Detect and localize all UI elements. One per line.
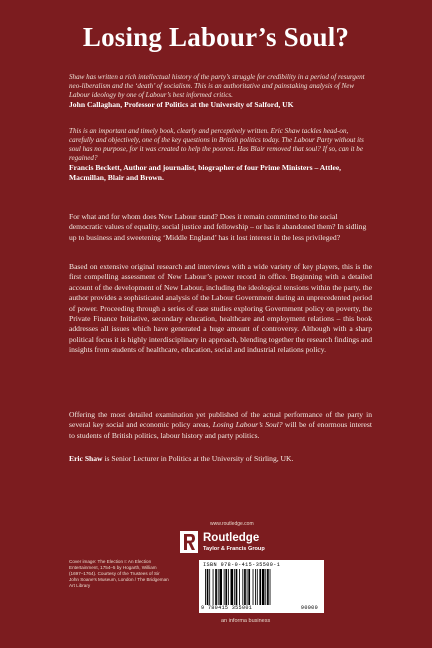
ean-digits: 9 780415 355001	[201, 605, 253, 611]
author-bio-text: is Senior Lecturer in Politics at the University of Stirling, UK.	[102, 454, 294, 463]
author-bio	[69, 454, 372, 464]
barcode-image	[203, 569, 320, 605]
review-blurb-2	[69, 127, 369, 182]
price-code: 90000	[300, 605, 318, 611]
informa-tagline: an informa business	[221, 618, 271, 624]
isbn-label: ISBN 978-0-415-35500-1	[203, 562, 281, 568]
barcode-number	[201, 605, 322, 611]
routledge-logo-icon	[180, 531, 198, 553]
description-paragraph-2: Based on extensive original research and interviews with a wide variety of key players, this is the first compelling assessment of New Labour’s power record in office. Beginning with a detailed account of the development of New Labour, including the ideological tensions within the party, the author provides a sophisticated analysis of the Labour Government during an unprecedented period of power. Proceeding through a series of case studies exploring Government policy on poverty, the Private Finance Initiative, secondary education, healthcare and employment relations – this book addresses all issues which have generated a huge amount of controversy. Although with a sharp political focus it is highly interdisciplinary in approach, blending together the research findings and insights from students of healthcare, education, social and industrial relations policy.	[69, 262, 372, 355]
description-paragraph-1: For what and for whom does New Labour stand? Does it remain committed to the social democratic values of equality, social justice and fellowship – or has it abandoned them? In sidling up to business and sweetening ‘Middle England’ has it lost interest in the less privileged?	[69, 212, 367, 242]
publisher-group: Taylor & Francis Group	[203, 546, 265, 552]
review-attribution: John Callaghan, Professor of Politics at the University of Salford, UK	[69, 100, 294, 109]
review-quote: This is an important and timely book, clearly and perceptively written. Eric Shaw tackles head-on, carefully and objectively, one of the key questions in British politics today. The Labour Party without its soul has no purpose, for it was created to help the poorest. Has Blair removed that soul? If so, can it be regained?	[69, 127, 364, 162]
paragraph-text: will be of enormous interest to students of British politics, labour history and party politics.	[69, 420, 372, 440]
book-title: Losing Labour’s Soul?	[82, 22, 350, 52]
barcode-panel	[199, 560, 324, 613]
book-title-inline: Losing Labour’s Soul?	[212, 420, 283, 430]
cover-image-credit: Cover image: The Election I: An Election Entertainment, 1754–5 by Hogarth, William (1697–1764). Courtesy of the Trustees of Sir John Soane’s Museum, London / The Bridgeman Art Library	[69, 559, 169, 589]
review-attribution: Francis Beckett, Author and journalist, biographer of four Prime Ministers – Attlee, Macmillan, Blair and Brown.	[69, 163, 342, 182]
review-blurb-1	[69, 73, 369, 110]
publisher-name: Routledge	[203, 532, 260, 544]
description-paragraph-3	[69, 410, 372, 441]
publisher-url: www.routledge.com	[210, 521, 254, 527]
paragraph-text: Offering the most detailed examination yet published of the actual performance of the party in several key social and economic policy areas,	[69, 410, 372, 430]
author-name: Eric Shaw	[69, 454, 103, 463]
review-quote: Shaw has written a rich intellectual history of the party’s struggle for credibility in a period of resurgent neo-liberalism and the ‘death’ of socialism. This is an authoritative and painstaking analysis of New Labour ideology by one of Labour’s best informed critics.	[69, 73, 365, 99]
